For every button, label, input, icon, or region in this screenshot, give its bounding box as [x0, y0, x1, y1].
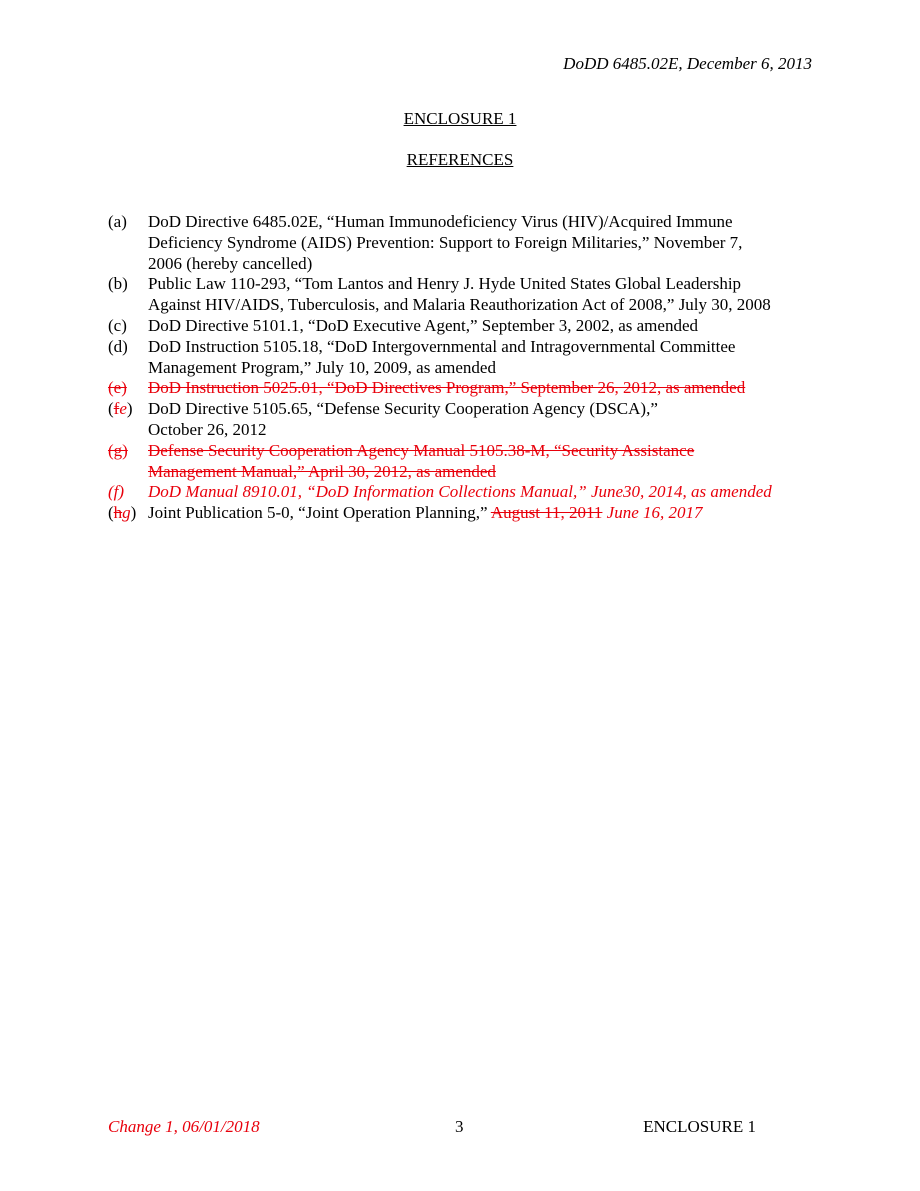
- reference-label: (fe): [108, 399, 133, 419]
- references-title: REFERENCES: [406, 150, 514, 169]
- inserted-date: June 16, 2017: [602, 503, 703, 523]
- reference-line: DoD Directive 5101.1, “DoD Executive Agent,” September 3, 2002, as amended: [148, 315, 698, 335]
- reference-line: DoD Instruction 5105.18, “DoD Intergovernmental and Intragovernmental Committee: [148, 336, 736, 356]
- reference-text: [148, 503, 820, 524]
- reference-g-deleted: [108, 441, 820, 483]
- reference-line: DoD Directive 5105.65, “Defense Security Cooperation Agency (DSCA),”: [148, 399, 658, 419]
- reference-c: [108, 316, 820, 337]
- reference-f-inserted: [108, 482, 820, 503]
- reference-label: (c): [108, 315, 127, 335]
- footer-enclosure: ENCLOSURE 1: [643, 1117, 756, 1136]
- reference-label: (g): [108, 440, 128, 460]
- reference-line: DoD Manual 8910.01, “DoD Information Collections Manual,” June30, 2014, as amended: [148, 482, 772, 502]
- reference-h-renumbered: [108, 503, 820, 524]
- reference-line: Public Law 110-293, “Tom Lantos and Henry J. Hyde United States Global Leadership: [148, 274, 742, 294]
- reference-label: (d): [108, 336, 128, 356]
- reference-text: [148, 482, 820, 503]
- reference-line: DoD Directive 6485.02E, “Human Immunodeficiency Virus (HIV)/Acquired Immune: [148, 212, 733, 231]
- reference-line: Management Manual,” April 30, 2012, as amended: [148, 461, 496, 481]
- reference-a: [108, 212, 820, 274]
- reference-line: Management Program,” July 10, 2009, as amended: [148, 357, 496, 377]
- reference-label: (a): [108, 212, 127, 231]
- reference-line: DoD Instruction 5025.01, “DoD Directives Program,” September 26, 2012, as amended: [148, 378, 746, 398]
- reference-text: [148, 399, 820, 441]
- reference-line: October 26, 2012: [148, 419, 267, 439]
- reference-label: (e): [108, 378, 127, 398]
- reference-label: (hg): [108, 503, 137, 523]
- deleted-label-letter: f: [113, 399, 120, 419]
- inserted-label-letter: e: [119, 399, 127, 419]
- enclosure-title: ENCLOSURE 1: [403, 109, 517, 128]
- reference-line: 2006 (hereby cancelled): [148, 253, 313, 273]
- reference-line: Joint Publication 5-0, “Joint Operation Planning,”: [148, 503, 491, 523]
- reference-b: [108, 274, 820, 316]
- reference-label: (f): [108, 482, 125, 502]
- reference-text: [148, 337, 820, 379]
- reference-line: Against HIV/AIDS, Tuberculosis, and Malaria Reauthorization Act of 2008,” July 30, 2008: [148, 295, 771, 315]
- inserted-label-letter: g: [122, 503, 131, 523]
- change-notice: Change 1, 06/01/2018: [108, 1117, 260, 1136]
- reference-e-deleted: [108, 378, 820, 399]
- reference-text: [148, 212, 820, 274]
- deleted-date: August 11, 2011: [490, 503, 603, 523]
- document-id-header: DoDD 6485.02E, December 6, 2013: [563, 54, 812, 73]
- reference-text: [148, 274, 820, 316]
- reference-text: [148, 316, 820, 337]
- reference-f-renumbered: [108, 399, 820, 441]
- references-list: [108, 212, 820, 524]
- deleted-label-letter: h: [113, 503, 123, 523]
- reference-text: [148, 378, 820, 399]
- reference-line: Defense Security Cooperation Agency Manual 5105.38-M, “Security Assistance: [148, 440, 695, 460]
- reference-label: (b): [108, 274, 128, 294]
- reference-text: [148, 441, 820, 483]
- reference-line: Deficiency Syndrome (AIDS) Prevention: Support to Foreign Militaries,” November 7,: [148, 232, 743, 252]
- page-number: 3: [455, 1117, 464, 1136]
- reference-d: [108, 337, 820, 379]
